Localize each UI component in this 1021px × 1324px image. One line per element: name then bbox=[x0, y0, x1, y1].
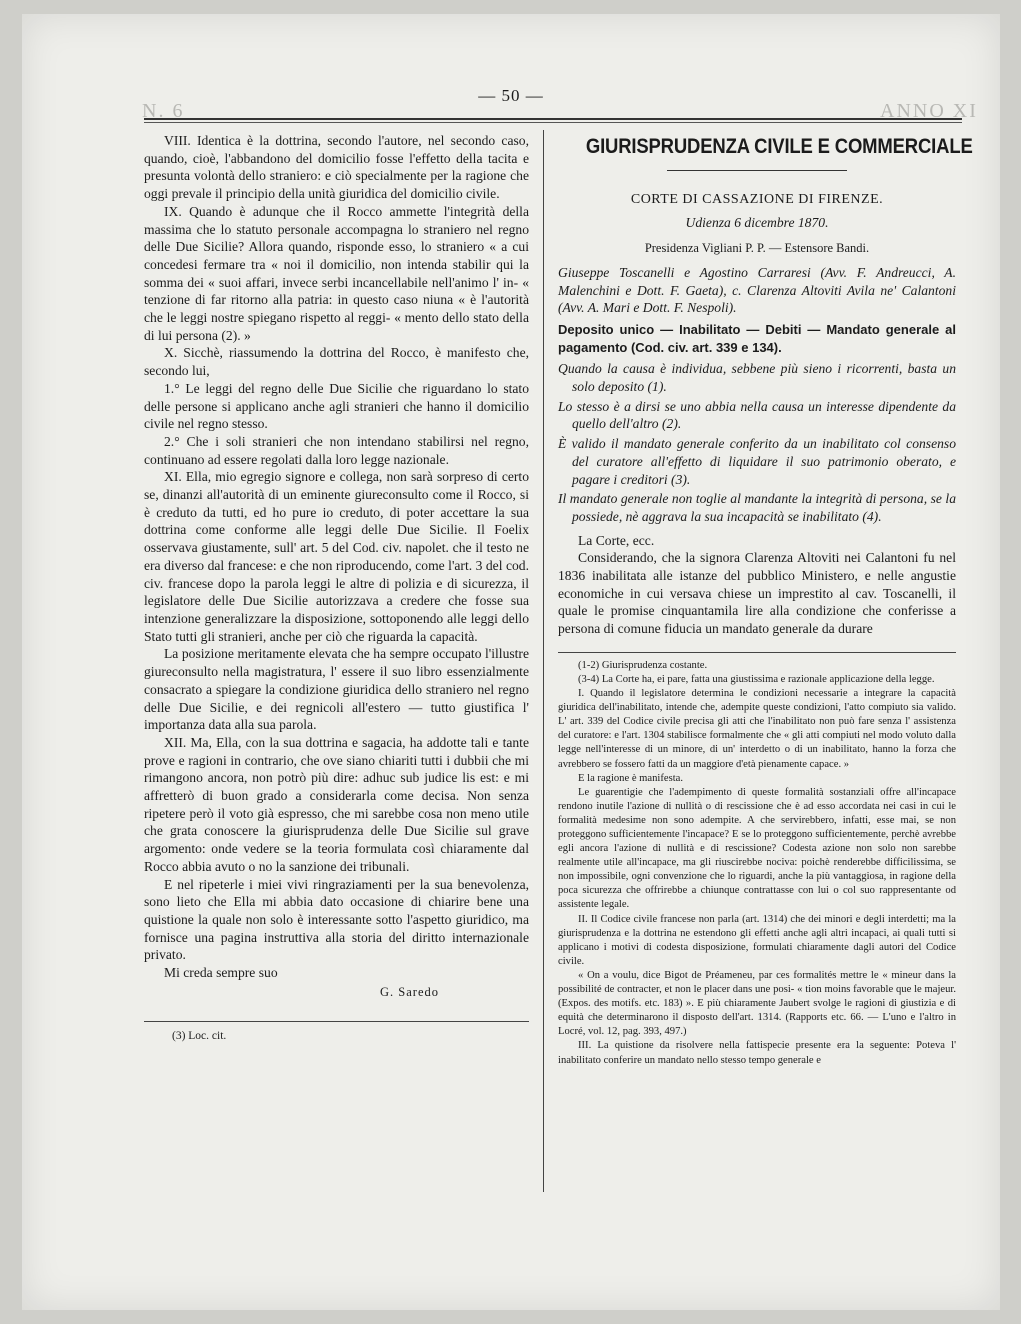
maxim-2: Lo stesso è a dirsi se uno abbia nella causa un interesse dipendente da quello dell'altro (2). bbox=[558, 398, 956, 432]
header-rule-thin bbox=[144, 122, 962, 123]
paragraph-position: La posizione meritamente elevata che ha sempre occupato l'illustre giureconsulto nella magistratura, l' essere il suo libro essenzialmente consacrato a spiegare la condizione giuridica dello straniero nel regno delle Due Sicilie, e dei regnicoli all'estero — tutto giustifica l' importanza data alla sua parola. bbox=[144, 646, 529, 733]
court-name: CORTE DI CASSAZIONE DI FIRENZE. bbox=[630, 191, 884, 207]
left-column bbox=[144, 132, 529, 1046]
document-page bbox=[22, 14, 1000, 1310]
paragraph-viii: VIII. Identica è la dottrina, secondo l'autore, nel secondo caso, quando, cioè, l'abbandono del domicilio fosse l'effetto della tacita e presunta volontà dello straniero: e ciò specialmente per la ragione che oggi prevale il principio della unità giuridica del domicilio civile. bbox=[144, 133, 529, 202]
paragraph-closing: Mi creda sempre suo bbox=[164, 965, 278, 981]
ghost-text-left: N. 6 bbox=[142, 100, 185, 122]
footnote-ii: II. Il Codice civile francese non parla (art. 1314) che dei minori e degli interdetti; ma la giurisprudenza e la dottrina ne estendono gli effetti anche agli altri incapaci, ai quali tutti si applicano i motivi di codesta disposizione, formulati chiaramente dagli autori del Codice civile. bbox=[558, 913, 956, 967]
footnote-1-2: (1-2) Giurisprudenza costante. bbox=[578, 659, 708, 671]
maxim-4: Il mandato generale non toglie al mandante la integrità di persona, se la possiede, nè aggrava la sua incapacità se inabilitato (4). bbox=[558, 491, 956, 524]
body-considerando: Considerando, che la signora Clarenza Altoviti nei Calantoni fu nel 1836 inabilitata alle istanze del pubblico Ministero, e nelle angustie economiche in cui versava chiese un imprestito al cav. Toscanelli, il quale le promise cinquantamila lire alla condizione che conferisse a persona di comune fiducia un mandato generale da durare bbox=[558, 550, 956, 637]
paragraph-xi: XI. Ella, mio egregio signore e collega, non sarà sorpreso di certo se, dinanzi all'autorità di un eminente giureconsulto come il Rocco, si è creduto da tutti, ed ho pure io creduto, di poter accettare la sua dottrina come conforme alle leggi delle Due Sicilie. Il Foelix osservava giustamente, sull' art. 5 del Cod. civ. napolet. che il testo ne era diverso dal francese: e che non riproducendo, come l'art. 3 del cod. civ. francese dopo la parola leggi le altre di polizia e di sicurezza, il legislatore delle Due Sicilie autorizzava a credere che fosse sua intenzione generalizzare la disposizione, sottoponendo alle leggi dello Stato tutti gli stranieri, anche per ciò che riguarda la capacità. bbox=[144, 469, 529, 644]
footnote-rule bbox=[144, 1021, 529, 1022]
hearing-date: Udienza 6 dicembre 1870. bbox=[685, 215, 829, 231]
header-rule bbox=[144, 118, 962, 120]
holding-title bbox=[558, 321, 956, 356]
parties: Giuseppe Toscanelli e Agostino Carraresi (Avv. F. Andreucci, A. Malenchini e Dott. F. Gaeta), c. Clarenza Altoviti Avila ne' Calantoni (Avv. A. Mari e Dott. F. Nespoli). bbox=[558, 264, 956, 316]
paragraph-x-point-1: 1.° Le leggi del regno delle Due Sicilie che riguardano lo stato delle persone si applicano anche agli stranieri che hanno il domicilio civile nel regno stesso. bbox=[144, 380, 529, 432]
footnote-ragione: E la ragione è manifesta. bbox=[578, 772, 684, 784]
footnote-iii: III. La quistione da risolvere nella fattispecie presente era la seguente: Poteva l' inabilitato conferire un mandato nello stesso tempo generale e bbox=[558, 1040, 956, 1066]
paragraph-xii: XII. Ma, Ella, con la sua dottrina e sagacia, ha addotte tali e tante prove e ragioni in contrario, che ove siano chiariti tutti i dubbii che mi rimangono ancora, non potrò più dire: adhuc sub judice lis est: e mi affretterò di buon grado a considerarla come decisa. Non senza ripetere però il voto già espresso, che mi sarebbe cosa non meno utile che grata conoscere la giurisprudenza delle Due Sicilie sul grave argomento: onde vedere se la teoria formulata così chiaramente dal Rocco abbia avuto o no la sanzione dei tribunali. bbox=[144, 734, 529, 874]
maxim-3: È valido il mandato generale conferito da un inabilitato col consenso del curatore all'effetto di liquidare il suo patrimonio oberato, e pagare i creditori (3). bbox=[558, 436, 956, 487]
paragraph-thanks: E nel ripeterle i miei vivi ringraziamenti per la sua benevolenza, sono lieto che Ella mi abbia dato occasione di chiarire bene una quistione la quale non solo è interessante sotto l'aspetto giuridico, ma fornisce una pagina instruttiva alla storia del diritto internazionale privato. bbox=[144, 876, 529, 963]
holding-title-text: Deposito unico — Inabilitato — Debiti — Mandato generale al pagamento (Cod. civ. art. 339 e 134). bbox=[558, 321, 956, 355]
footnote: (3) Loc. cit. bbox=[172, 1030, 227, 1043]
paragraph-x: X. Sicchè, riassumendo la dottrina del Rocco, è manifesto che, secondo lui, bbox=[144, 345, 529, 379]
signature: G. Saredo bbox=[380, 984, 439, 999]
section-title: GIURISPRUDENZA CIVILE E COMMERCIALE bbox=[585, 134, 973, 158]
right-column bbox=[558, 132, 973, 1068]
footnote-3-4: (3-4) La Corte ha, ei pare, fatta una giustissima e razionale applicazione della legge. bbox=[578, 673, 935, 685]
presidency: Presidenza Vigliani P. P. — Estensore Bandi. bbox=[644, 241, 870, 256]
ghost-text-right: ANNO XI bbox=[880, 100, 978, 122]
column-divider bbox=[543, 130, 544, 1192]
page-number: — 50 — bbox=[478, 86, 544, 105]
footnote-quote: « On a voulu, dice Bigot de Préameneu, par ces formalités mettre le « mineur dans la possibilité de contracter, et non le placer dans une posi- « tion moins favorable que le majeur. (Expos. des motifs. etc. 183) ». E più chiaramente Jaubert svolge le ragioni di giustizia e di equità che determinarono il disposto dell'art. 1314. (Rapports etc. 66. — L'uno e l'altro in Locré, vol. 12, pag. 393, 497.) bbox=[558, 969, 956, 1038]
footnote-guarentigie: Le guarentigie che l'adempimento di queste formalità sostanziali offre all'incapace rendono inutile l'azione di nullità o di rescissione che è ad esso accordata nei casi in cui le formalità medesime non sono adempite. A che servirebbero, infatti, esse mai, se non proteggono sufficientemente l'incapace? E se lo proteggono sufficientemente, perchè avrebbe egli ancora l'azione di nullità e di rescissione? Codesta azione non solo non sarebbe realmente utile all'incapace, ma gli riuscirebbe nociva: poichè renderebbe difficilissima, se non impossibile, ogni convenzione che lo riguardi, anche la più vantaggiosa, in ragione della poca sicurezza che offrirebbe a chiunque contrattasse con lui o col suo rappresentante od assistente legale. bbox=[558, 786, 956, 911]
maxim-1: Quando la causa è individua, sebbene più sieno i ricorrenti, basta un solo deposito (1). bbox=[558, 361, 956, 395]
paragraph-ix: IX. Quando è adunque che il Rocco ammette l'integrità della massima che lo statuto personale accompagna lo straniero nel regno delle Due Sicilie? Allora quando, risponde esso, lo straniero « a cui concedesi fermare tra « noi il domicilio, non intenda stabilir qui la somma dei « suoi affari, invece serbi incancellabile nell'animo l' in- « tenzione di far ritorno alla patria: in questo caso niuna « è l'autorità che le leggi nostre spiegano rispetto al reggi- « mento dello stato della di lui persona (2). » bbox=[144, 203, 529, 343]
title-rule bbox=[667, 170, 847, 171]
footnotes-block bbox=[558, 652, 956, 1068]
paragraph-x-point-2: 2.° Che i soli stranieri che non intendano stabilirsi nel regno, continuano ad essere regolati dalla loro legge nazionale. bbox=[144, 433, 529, 467]
footnote-i: I. Quando il legislatore determina le condizioni necessarie a integrare la capacità giuridica dell'inabilitato, intende che, adempite queste condizioni, l'atto compiuto sia valido. L' art. 339 del Codice civile precisa gli atti che l'inabilitato non può fare senza l' assistenza del curatore: e l'art. 1304 stabilisce formalmente che « gli atti compiuti nel modo voluto dalla legge nell'interesse di un minore, di un' interdetto o di un inabilitato, hanno la forza che avrebbero se fossero fatti da un maggiore d'età pienamente capace. » bbox=[558, 688, 956, 770]
body-la-corte: La Corte, ecc. bbox=[578, 532, 655, 548]
